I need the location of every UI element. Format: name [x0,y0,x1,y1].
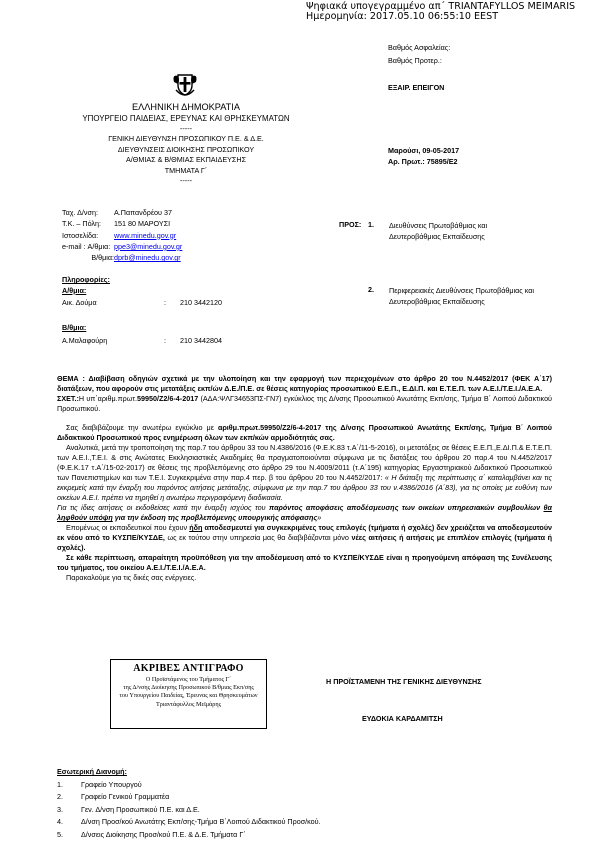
certified-copy-stamp [110,659,267,729]
primary-contact-name: Αικ. Δούμα [62,298,97,307]
recipient-2-number: 2. [368,285,374,294]
zip-label: Τ.Κ. – Πόλη: [62,219,102,229]
address-value: Α.Παπανδρέου 37 [114,208,172,217]
paragraph-3 [57,503,552,523]
paragraph-4-text: Επομένως οι εκπαιδευτικοί που έχουν [66,523,190,532]
certified-line-3: του Υπουργείου Παιδείας, Έρευνας και Θρησκευμάτων [119,692,258,700]
list-item [57,779,321,792]
paragraph-2-text: Αναλυτικά, μετά την τροποποίηση της παρ.7 του άρθρου 33 του Ν.4386/2016 (Φ.Ε.Κ.83 τ.Α΄/11-5-2016), οι μετατάξεις σε θέσεις Ε.Ε.Π.,Ε.ΔΙ.Π.& Ε.Τ.Ε.Π. των Α.Ε.Ι.,Τ.Ε.Ι. & στις Ανώτατες Εκκλησιαστικές Ακαδημίες θα πραγματοποιούνται σύμφωνα με τις διατάξεις του άρθρου 20 παρ.4 του Ν.4452/2017 (Φ.Ε.Κ.17 τ.Α΄/15-02-2017) σε θέσεις της προβλεπόμενης στο άρθρο 29 του Ν.4009/2011 (τ.Α΄195) κατηγορίας Εργαστηριακού Διδακτικού Προσωπικού των Πανεπιστημίων και των Τ.Ε.Ι. Συγκεκριμένα στην παρ.4 περ. β του άρθρου 20 του Ν.4452/2017: [57,443,552,482]
paragraph-4-underline: ήδη [189,523,203,532]
subject: ΘΕΜΑ : Διαβίβαση οδηγιών σχετικά με την υλοποίηση και την εφαρμογή των περιεχομένων στο άρθρο 20 του Ν.4452/2017 (ΦΕΚ Α΄17) διατάξεων, που αφορούν στις μετατάξεις εκπ/ών Δ.Ε./Π.Ε. σε θέσεις κατηγορίας προσωπικού Ε.Ε.Π., Ε.ΔΙ.Π. και Ε.Τ.Ε.Π. των Α.Ε.Ι./Τ.Ε.Ι./Α.Ε.Α. [57,374,552,393]
reference-number: 59950/Ζ2/6-4-2017 [137,394,199,403]
recipients-label: ΠΡΟΣ: [339,220,362,229]
security-level: Βαθμός Ασφαλείας: [388,43,451,52]
paragraph-3-underline: θα ληφθούν υπόψη [57,503,552,522]
secondary-contact-name: Α.Μαλαφούρη [62,336,108,345]
ministry-header [56,102,316,186]
paragraph-4-bold: αποδεσμευτεί για συγκεκριμένες τους επιλογές (τμήματα ή σχολές) δεν χρειάζεται να αποδεσμευτούν εκ νέου από το ΚΥΣΠΕ/ΚΥΣΔΕ, [57,523,552,542]
internal-distribution [57,766,321,842]
signature-line-1: Ψηφιακά υπογεγραμμένο απ΄ TRIANTAFYLLOS MEIMARIS [306,1,576,12]
paragraph-4-mid: ως εκ τούτου στην υπηρεσία μας θα διαβιβάζονται μόνο [164,533,352,542]
secondary-label: Β/θμια: [62,323,87,332]
zip-value: 151 80 ΜΑΡΟΥΣΙ [114,219,171,229]
ministry-name: ΥΠΟΥΡΓΕΙΟ ΠΑΙΔΕΙΑΣ, ΕΡΕΥΝΑΣ ΚΑΙ ΘΡΗΣΚΕΥΜΑΤΩΝ [82,114,290,123]
protocol-number: Αρ. Πρωτ.: 75895/Ε2 [388,157,458,166]
priority-level: Βαθμός Προτερ.: [388,56,442,65]
contact-block [62,207,182,263]
paragraph-5: Σε κάθε περίπτωση, απαραίτητη προϋπόθεση για την αποδέσμευση από το ΚΥΣΠΕ/ΚΥΣΔΕ είναι η προηγούμενη απόφαση της Συνέλευσης του τμήματος, του οικείου Α.Ε.Ι./Τ.Ε.Ι./Α.Ε.Α. [57,553,552,572]
list-item-number: 3. [57,804,63,814]
paragraph-3-bold: παρόντος αποφάσεις αποδέσμευσης των οικείων υπηρεσιακών συμβουλίων [268,503,544,512]
paragraph-2-quote: « Η διάταξη της περίπτωσης α΄ καταλαμβάνει και τις εκκρεμείς κατά την έναρξη του παρόντος αιτήσεις μετάταξης, σύμφωνα με την παρ.7 του άρθρου 33 του ν.4386/2016 (Α΄83), για τις οποίες με ευθύνη των οικείων Α.Ε.Ι. πρέπει να τηρηθεί η ανωτέρω περιγραφόμενη διαδικασία. [57,473,552,502]
paragraph-1 [57,423,552,443]
list-item-text: Γραφείο Γενικού Γραμματέα [81,792,170,802]
primary-label: Α/θμια: [62,285,87,295]
email-a-link[interactable]: ppe3@minedu.gov.gr [114,241,183,251]
secondary-contact-colon: : [164,336,166,345]
list-item-text: Δ/νση Προσ/κού Ανωτάτης Εκπ/σης-Τμήμα Β΄Λοιπού Διδακτικού Προσ/κού. [81,817,321,827]
website-label: Ιστοσελίδα: [62,230,99,240]
email-a-label: e-mail : Α/θμια: [62,241,111,251]
reference [57,394,552,414]
list-item-number: 4. [57,817,63,827]
primary-contact-colon: : [164,298,166,307]
paragraph-2 [57,443,552,503]
country-name: ΕΛΛΗΝΙΚΗ ΔΗΜΟΚΡΑΤΙΑ [132,102,240,112]
signature-line-2: Ημερομηνία: 2017.05.10 06:55:10 EEST [306,11,499,23]
recipient-1: Διευθύνσεις Πρωτοβάθμιας και Δευτεροβάθμιας Εκπαίδευσης [389,221,488,241]
email-b-label: Β/θμια: [91,253,114,263]
signatory-name: ΕΥΔΟΚΙΑ ΚΑΡΔΑΜΙΤΣΗ [362,714,443,723]
certified-line-4: Τριαντάφυλλος Μεϊμάρης [155,700,222,708]
header-separator: ----- [180,124,192,133]
certified-line-2: της Δ/νσης Διοίκησης Προσωπικού Β/θμιας Εκπ/σης [123,684,254,692]
digital-signature [306,2,575,23]
address-label: Ταχ. Δ/νση: [62,208,98,217]
list-item-text: Γεν. Δ/νση Προσωπικού Π.Ε. και Δ.Ε. [81,804,200,814]
header-separator: ----- [180,176,192,185]
list-item [57,804,321,817]
reference-label: ΣΧΕΤ.: [57,394,79,403]
letter-body [57,374,552,583]
recipient-1-number: 1. [368,220,374,229]
paragraph-4 [57,523,552,553]
list-item-text: Γραφείο Υπουργού [81,779,142,789]
paragraph-1-bold: αριθμ.πρωτ.59950/Ζ2/6-4-2017 της Δ/νσης Προσωπικού Ανωτάτης Εκπ/σης, Τμήμα Β΄ Λοιπού Διδακτικού Προσωπικού προς ενημέρωση όλων των εκπ/κών αρμοδιότητάς σας. [57,423,552,442]
paragraph-6: Παρακαλούμε για τις δικές σας ενέργειες. [66,573,197,582]
paragraph-4-bold-end: νέες αιτήσεις ή αιτήσεις με επιπλέον επιλογές (τμήματα ή σχολές). [57,533,552,552]
list-item-number: 5. [57,829,63,839]
greek-coat-of-arms-icon [170,70,200,100]
list-item [57,791,321,804]
paragraph-1-text: Σας διαβιβάζουμε την ανωτέρω εγκύκλιο με [66,423,218,432]
date-protocol [388,145,459,167]
distribution-title: Εσωτερική Διανομή: [57,767,127,776]
department-line-3: Α/ΘΜΙΑΣ & Β/ΘΜΙΑΣ ΕΚΠΑΙΔΕΥΣΗΣ [125,155,247,164]
signatory-role: Η ΠΡΟΪΣΤΑΜΕΝΗ ΤΗΣ ΓΕΝΙΚΗΣ ΔΙΕΥΘΥΝΣΗΣ [326,677,482,686]
list-item [57,829,321,842]
primary-contact-phone: 210 3442120 [180,298,222,307]
list-item-number: 2. [57,792,63,802]
paragraph-3-bold-end: για την έκδοση της προβλεπόμενης υπουργικής απόφασης [112,513,318,522]
info-block [62,275,110,296]
list-item-text: Δ/νσεις Διοίκησης Προσ/κού Π.Ε. & Δ.Ε. Τμήματα Γ΄ [81,829,246,839]
department-line-4: ΤΜΗΜΑΤΑ Γ΄ [164,165,208,175]
email-b-link[interactable]: dprb@minedu.gov.gr [114,253,181,263]
secondary-contact-phone: 210 3442804 [180,336,222,345]
reference-text-end: (ΑΔΑ:ΨΛΓ34653ΠΣ-ΓΝ7) εγκύκλιος της Δ/νσης Προσωπικού Ανωτάτης Εκπ/σης, Τμήμα Β΄ Λοιπού Διδακτικού Προσωπικού. [57,394,552,413]
urgency-label: ΕΞΑΙΡ. ΕΠΕΙΓΟΝ [388,83,445,92]
certified-line-1: Ο Προϊστάμενος του Τμήματος Γ΄ [145,676,232,683]
website-link[interactable]: www.minedu.gov.gr [114,230,177,240]
reference-text: Η υπ΄αριθμ.πρωτ. [78,394,138,403]
secondary-contact [62,336,222,345]
certified-copy-title: ΑΚΡΙΒΕΣ ΑΝΤΙΓΡΑΦΟ [133,663,244,674]
department-line-2: ΔΙΕΥΘΥΝΣΕΙΣ ΔΙΟΙΚΗΣΗΣ ΠΡΟΣΩΠΙΚΟΥ [117,144,255,154]
list-item [57,816,321,829]
list-item-number: 1. [57,779,63,789]
paragraph-3-text: Για τις ίδιες αιτήσεις οι εκδοθείσες κατά την έναρξη ισχύος του [57,503,269,512]
primary-contact [62,298,222,307]
department-line-1: ΓΕΝΙΚΗ ΔΙΕΥΘΥΝΣΗ ΠΡΟΣΩΠΙΚΟΥ Π.Ε. & Δ.Ε. [108,134,264,143]
document-date: Μαρούσι, 09-05-2017 [388,146,460,155]
info-label: Πληροφορίες: [62,275,110,284]
paragraph-3-close-quote: » [317,513,322,522]
recipient-2: Περιφερειακές Διευθύνσεις Πρωτοβάθμιας και Δευτεροβάθμιας Εκπαίδευσης [389,286,535,306]
